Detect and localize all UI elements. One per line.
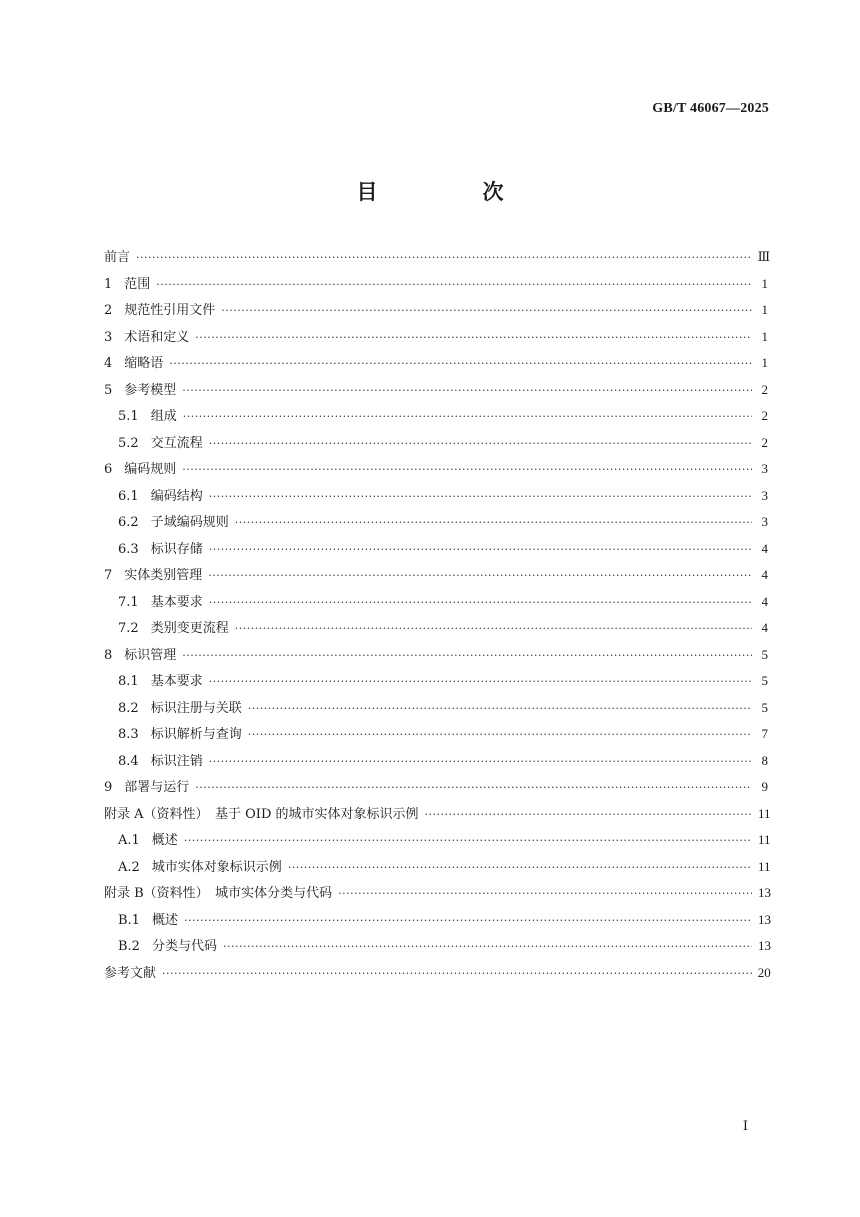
toc-entry-page: 3 [761, 461, 768, 476]
toc-entry-label: 基本要求 [150, 674, 203, 689]
toc-dot-leader [209, 537, 752, 564]
toc-entry-number: 5.2 [118, 435, 139, 451]
toc-entry-label: 部署与运行 [124, 780, 190, 795]
toc-entry-number: 5 [104, 382, 113, 398]
toc-entry-label: 规范性引用文件 [124, 303, 216, 318]
toc-entry-label: 附录 A（资料性） 基于 OID 的城市实体对象标识示例 [104, 806, 419, 822]
toc-dot-leader [209, 749, 752, 776]
toc-entry-number: 8.4 [118, 753, 139, 769]
toc-dot-leader [248, 722, 752, 749]
toc-entry-label: 分类与代码 [151, 939, 217, 954]
toc-entry[interactable] [104, 880, 771, 907]
toc-entry-page: 5 [761, 699, 768, 715]
toc-entry-label: 实体类别管理 [124, 568, 203, 583]
toc-entry[interactable] [104, 827, 771, 854]
table-of-contents [104, 244, 771, 986]
toc-dot-leader [169, 351, 752, 378]
toc-entry-number: 3 [104, 329, 113, 345]
toc-entry-label: 标识存储 [150, 541, 203, 557]
toc-entry-page: Ⅲ [757, 249, 771, 264]
toc-entry-number: 9 [104, 780, 113, 795]
toc-entry[interactable] [104, 774, 768, 801]
toc-entry-number: 7 [104, 568, 113, 583]
toc-entry-page: 7 [761, 726, 768, 741]
toc-dot-leader [195, 775, 752, 802]
toc-entry-label: 术语和定义 [124, 329, 190, 345]
toc-entry-number: A.1 [118, 833, 140, 848]
toc-entry-label: 概述 [151, 912, 178, 928]
toc-entry[interactable] [104, 695, 768, 722]
toc-entry-number: 8.3 [118, 727, 139, 742]
toc-entry-label: 概述 [151, 833, 178, 848]
toc-entry[interactable] [104, 430, 768, 457]
toc-entry-label: 类别变更流程 [150, 621, 229, 636]
toc-entry-number: 2 [104, 303, 113, 318]
toc-dot-leader [208, 563, 752, 590]
toc-entry-page: 20 [757, 964, 771, 980]
toc-entry-page: 4 [761, 593, 768, 609]
toc-entry-number: 5.1 [118, 409, 139, 424]
toc-dot-leader [209, 484, 752, 511]
toc-dot-leader [182, 378, 752, 405]
toc-entry-page: 11 [758, 858, 771, 874]
toc-entry-label: 标识管理 [124, 647, 177, 663]
toc-dot-leader [136, 245, 752, 272]
toc-entry[interactable] [104, 324, 768, 351]
toc-entry-page: 2 [761, 408, 768, 423]
toc-entry[interactable] [104, 721, 768, 748]
toc-entry[interactable] [104, 350, 768, 377]
toc-entry[interactable] [104, 933, 771, 960]
toc-dot-leader [209, 669, 752, 696]
toc-entry-label: 标识注销 [150, 753, 203, 769]
toc-entry-page: 2 [761, 434, 768, 450]
toc-entry-number: 4 [104, 356, 113, 371]
toc-entry-page: 11 [758, 832, 771, 847]
toc-dot-leader [156, 272, 752, 299]
toc-dot-leader [223, 934, 752, 961]
toc-entry-page: 3 [761, 487, 768, 503]
toc-entry-page: 5 [761, 673, 768, 688]
toc-entry-page: 4 [761, 620, 768, 635]
toc-entry-number: 6.3 [118, 541, 139, 557]
toc-entry-page: 4 [761, 540, 768, 556]
toc-dot-leader [209, 431, 752, 458]
toc-entry[interactable] [104, 907, 771, 934]
toc-dot-leader [182, 457, 752, 484]
toc-entry-page: 5 [761, 646, 768, 662]
toc-entry-page: 13 [758, 911, 771, 927]
toc-entry-page: 8 [761, 752, 768, 768]
toc-entry-label: 缩略语 [124, 356, 164, 371]
toc-dot-leader [425, 802, 752, 829]
toc-entry-label: 子域编码规则 [150, 515, 229, 530]
toc-entry[interactable] [104, 483, 768, 510]
toc-entry[interactable] [104, 668, 768, 695]
toc-entry-label: 编码规则 [124, 462, 177, 477]
toc-dot-leader [235, 616, 752, 643]
toc-dot-leader [182, 643, 752, 670]
toc-entry[interactable] [104, 536, 768, 563]
toc-entry-number: 1 [104, 276, 113, 292]
toc-dot-leader [221, 298, 752, 325]
toc-entry-label: 编码结构 [150, 488, 203, 504]
toc-dot-leader [209, 590, 752, 617]
toc-entry-number: 6.2 [118, 515, 139, 530]
toc-entry[interactable] [104, 642, 768, 669]
toc-entry-label: 附录 B（资料性） 城市实体分类与代码 [104, 886, 333, 901]
toc-entry-page: 13 [758, 885, 771, 900]
toc-entry[interactable] [104, 244, 771, 271]
toc-entry-number: 8.1 [118, 674, 139, 689]
toc-entry-number: 6 [104, 462, 113, 477]
toc-entry-number: A.2 [118, 859, 140, 875]
toc-entry[interactable] [104, 854, 771, 881]
toc-entry[interactable] [104, 562, 768, 589]
toc-entry-label: 标识解析与查询 [150, 727, 242, 742]
toc-entry-page: 1 [761, 355, 768, 370]
toc-entry-number: 8 [104, 647, 113, 663]
toc-entry-label: 参考文献 [104, 965, 157, 981]
toc-entry-number: 6.1 [118, 488, 139, 504]
toc-entry[interactable] [104, 589, 768, 616]
toc-entry[interactable] [104, 801, 771, 828]
toc-entry[interactable] [104, 748, 768, 775]
toc-entry-label: 前言 [104, 250, 131, 265]
toc-entry-page: 13 [758, 938, 771, 953]
toc-dot-leader [184, 828, 752, 855]
toc-entry-label: 参考模型 [124, 382, 177, 398]
toc-entry-page: 1 [761, 328, 768, 344]
toc-entry-page: 2 [761, 381, 768, 397]
toc-entry-number: B.1 [118, 912, 140, 928]
toc-entry-label: 标识注册与关联 [150, 700, 242, 716]
toc-dot-leader [338, 881, 752, 908]
toc-entry[interactable] [104, 509, 768, 536]
toc-entry-page: 1 [761, 302, 768, 317]
toc-entry[interactable] [104, 960, 771, 987]
toc-entry-number: B.2 [118, 939, 140, 954]
toc-entry-label: 基本要求 [150, 594, 203, 610]
toc-entry[interactable] [104, 297, 768, 324]
toc-entry[interactable] [104, 403, 768, 430]
toc-entry-page: 11 [758, 805, 771, 821]
toc-entry[interactable] [104, 377, 768, 404]
toc-entry[interactable] [104, 615, 768, 642]
toc-entry-label: 交互流程 [150, 435, 203, 451]
toc-entry[interactable] [104, 456, 768, 483]
toc-dot-leader [162, 961, 752, 988]
toc-dot-leader [184, 908, 752, 935]
toc-entry-page: 1 [761, 275, 768, 291]
page-number: Ⅰ [742, 1118, 748, 1133]
toc-entry-number: 7.1 [118, 594, 139, 610]
toc-dot-leader [183, 404, 752, 431]
toc-dot-leader [195, 325, 752, 352]
toc-entry-page: 3 [761, 514, 768, 529]
toc-dot-leader [235, 510, 752, 537]
standard-number: GB/T 46067—2025 [652, 101, 769, 116]
page-title: 目 次 [356, 180, 546, 204]
toc-entry[interactable] [104, 271, 768, 298]
toc-entry-label: 组成 [150, 409, 177, 424]
toc-entry-page: 4 [761, 567, 768, 582]
toc-entry-page: 9 [761, 779, 768, 794]
toc-dot-leader [288, 855, 752, 882]
toc-entry-number: 7.2 [118, 621, 139, 636]
toc-entry-label: 城市实体对象标识示例 [151, 859, 282, 875]
toc-entry-number: 8.2 [118, 700, 139, 716]
toc-dot-leader [248, 696, 752, 723]
toc-entry-label: 范围 [124, 276, 151, 292]
